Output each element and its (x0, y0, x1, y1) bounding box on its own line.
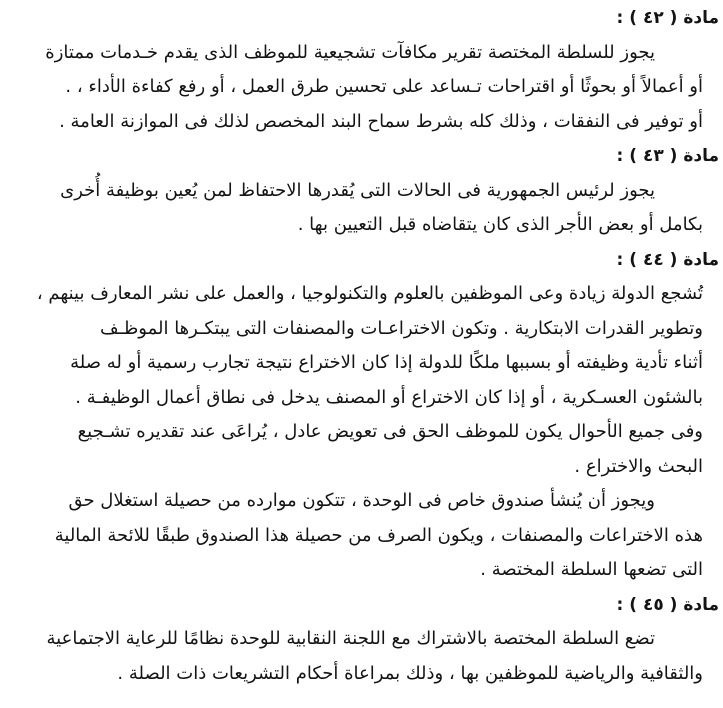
body-text-line: وفى جميع الأحوال يكون للموظف الحق فى تعويض عادل ، يُراعَى عند تقديره تشـجيع (77, 421, 703, 442)
body-text-line: ويجوز أن يُنشأ صندوق خاص فى الوحدة ، تتكون موارده من حصيلة استغلال حق (68, 490, 655, 511)
body-text-line: والثقافية والرياضية للموظفين بها ، وذلك بمراعاة أحكام التشريعات ذات الصلة . (117, 662, 703, 684)
article-heading: مادة ( ٤٣ ) : (616, 146, 719, 166)
body-text-line: بالشئون العسـكرية ، أو إذا كان الاختراع أو المصنف يدخل فى نطاق أعمال الوظيفـة . (75, 386, 703, 408)
article-heading: مادة ( ٤٤ ) : (616, 249, 719, 270)
body-text-line: تُشجع الدولة زيادة وعى الموظفين بالعلوم والتكنولوجيا ، والعمل على نشر المعارف بينهم ، (36, 283, 703, 304)
body-text-line: هذه الاختراعات والمصنفات ، ويكون الصرف من حصيلة هذا الصندوق طبقًا للائحة المالية (54, 524, 703, 546)
body-text-line: يجوز لرئيس الجمهورية فى الحالات التى يُقدرها الاحتفاظ لمن يُعين بوظيفة أُخرى (60, 179, 655, 201)
body-text-line: بكامل أو بعض الأجر الذى كان يتقاضاه قبل التعيين بها . (297, 214, 703, 235)
body-text-line: أثناء تأدية وظيفته أو بسببها ملكًا للدولة إذا كان الاختراع نتيجة تجارب رسمية أو له صلة (70, 352, 703, 373)
body-text-line: البحث والاختراع . (574, 455, 703, 477)
article-heading: مادة ( ٤٥ ) : (616, 594, 719, 615)
body-text-line: تضع السلطة المختصة بالاشتراك مع اللجنة النقابية للوحدة نظامًا للرعاية الاجتماعية (46, 628, 655, 649)
body-text-line: التى تضعها السلطة المختصة . (480, 559, 703, 580)
article-heading: مادة ( ٤٢ ) : (616, 8, 719, 28)
body-text-line: يجوز للسلطة المختصة تقرير مكافآت تشجيعية للموظف الذى يقدم خـدمات ممتازة (45, 41, 655, 63)
body-text-line: أو توفير فى النفقات ، وذلك كله بشرط سماح البند المخصص لذلك فى الموازنة العامة . (59, 110, 703, 132)
body-text-line: أو أعمالاً أو بحوثًا أو اقتراحات تـساعد على تحسين طرق العمل ، أو رفع كفاءة الأداء ، . (65, 76, 703, 97)
body-text-line: وتطوير القدرات الابتكارية . وتكون الاختراعـات والمصنفات التى يبتكـرها الموظـف (100, 317, 703, 339)
